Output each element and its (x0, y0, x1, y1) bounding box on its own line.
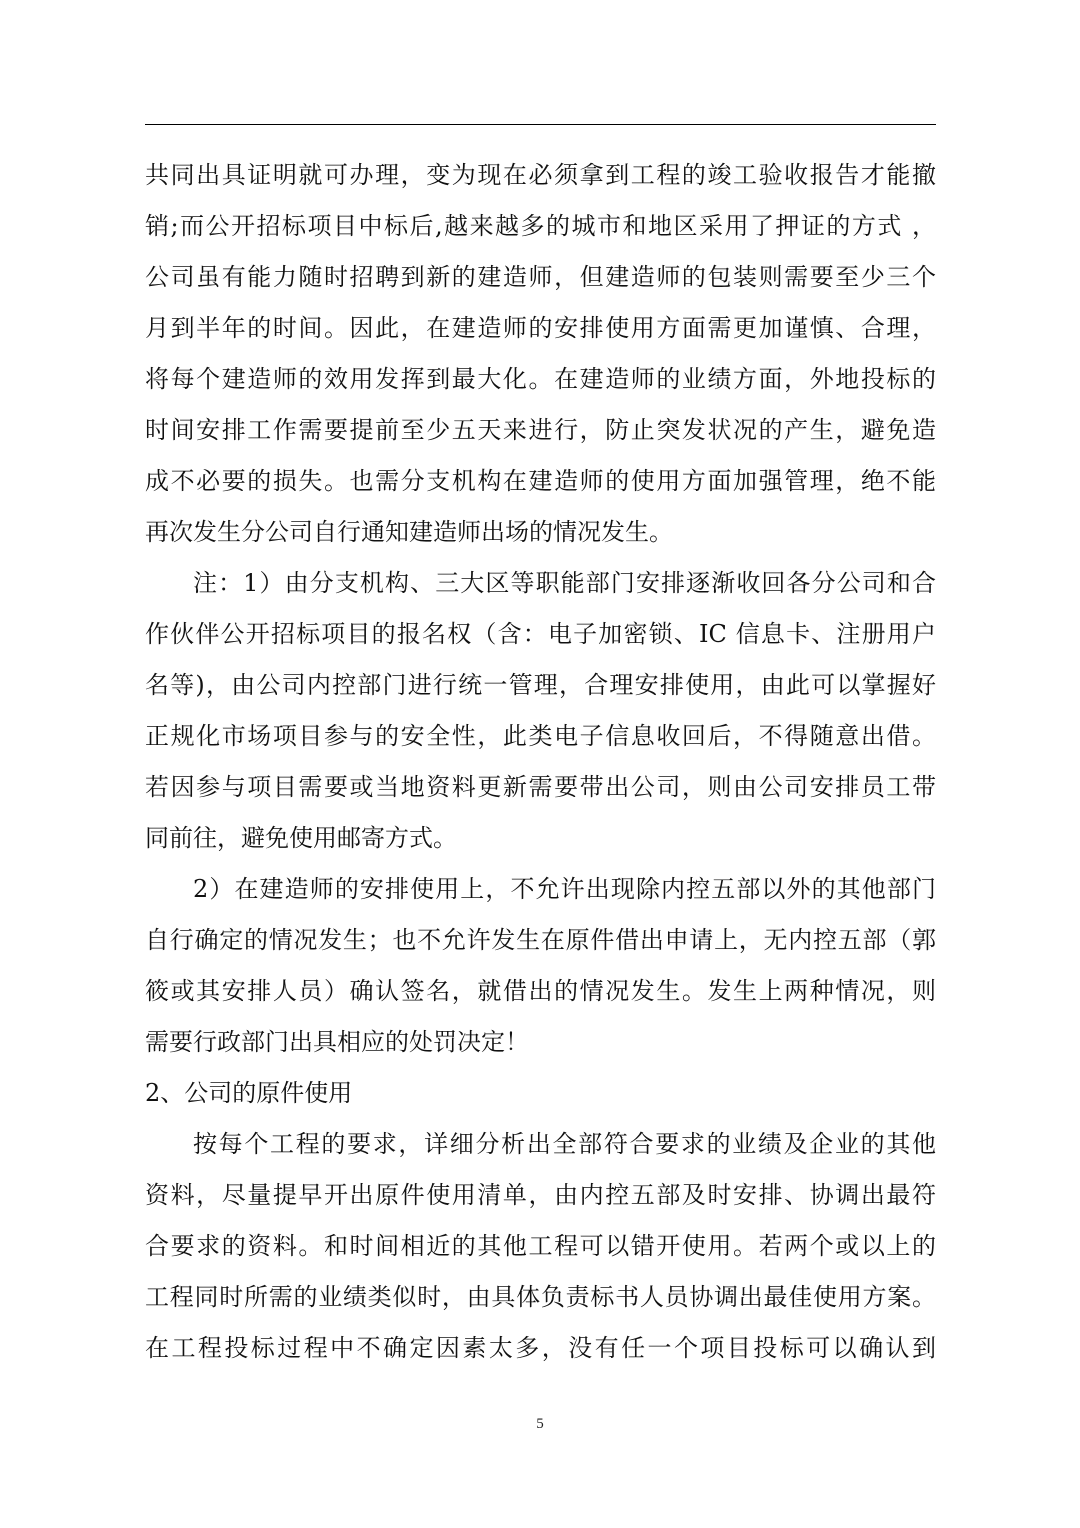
text-line: 筱或其安排人员）确认签名，就借出的情况发生。发生上两种情况，则 (145, 977, 936, 1005)
text-line: 时间安排工作需要提前至少五天来进行，防止突发状况的产生，避免造 (145, 416, 936, 444)
text-line: 合要求的资料。和时间相近的其他工程可以错开使用。若两个或以上的 (145, 1232, 936, 1260)
text-line: 同前往，避免使用邮寄方式。 (145, 824, 457, 852)
text-line: 将每个建造师的效用发挥到最大化。在建造师的业绩方面，外地投标的 (145, 365, 936, 393)
text-line: 共同出具证明就可办理，变为现在必须拿到工程的竣工验收报告才能撤 (145, 161, 936, 189)
text-line: 资料，尽量提早开出原件使用清单，由内控五部及时安排、协调出最符 (145, 1181, 936, 1209)
text-line: 需要行政部门出具相应的处罚决定！ (145, 1028, 529, 1056)
text-line: 2、公司的原件使用 (145, 1079, 353, 1107)
text-line: 自行确定的情况发生；也不允许发生在原件借出申请上，无内控五部（郭 (145, 926, 936, 954)
text-line: 工程同时所需的业绩类似时，由具体负责标书人员协调出最佳使用方案。 (145, 1283, 936, 1311)
text-line: 再次发生分公司自行通知建造师出场的情况发生。 (145, 518, 673, 546)
text-line: 注：1）由分支机构、三大区等职能部门安排逐渐收回各分公司和合 (193, 569, 936, 597)
text-line: 销;而公开招标项目中标后,越来越多的城市和地区采用了押证的方式 ， (145, 212, 936, 240)
text-line: 若因参与项目需要或当地资料更新需要带出公司，则由公司安排员工带 (145, 773, 936, 801)
paragraph-note-1 (145, 558, 936, 864)
paragraph-note-2 (145, 864, 936, 1068)
text-line: 2）在建造师的安排使用上，不允许出现除内控五部以外的其他部门 (193, 875, 936, 903)
text-line: 在工程投标过程中不确定因素太多，没有任一个项目投标可以确认到 (145, 1334, 936, 1362)
body-text (145, 150, 936, 1374)
paragraph-1 (145, 150, 936, 558)
text-line: 月到半年的时间。因此，在建造师的安排使用方面需更加谨慎、合理， (145, 314, 936, 342)
header-rule (145, 124, 936, 125)
text-line: 名等)，由公司内控部门进行统一管理，合理安排使用，由此可以掌握好 (145, 671, 936, 699)
text-line: 作伙伴公开招标项目的报名权（含：电子加密锁、IC 信息卡、注册用户 (145, 620, 936, 648)
text-line: 正规化市场项目参与的安全性，此类电子信息收回后，不得随意出借。 (145, 722, 936, 750)
paragraph-original-usage (145, 1119, 936, 1374)
text-line: 成不必要的损失。也需分支机构在建造师的使用方面加强管理，绝不能 (145, 467, 936, 495)
section-heading (145, 1068, 936, 1119)
text-line: 公司虽有能力随时招聘到新的建造师，但建造师的包装则需要至少三个 (145, 263, 936, 291)
page-number: 5 (536, 1416, 544, 1432)
text-line: 按每个工程的要求，详细分析出全部符合要求的业绩及企业的其他 (193, 1130, 936, 1158)
